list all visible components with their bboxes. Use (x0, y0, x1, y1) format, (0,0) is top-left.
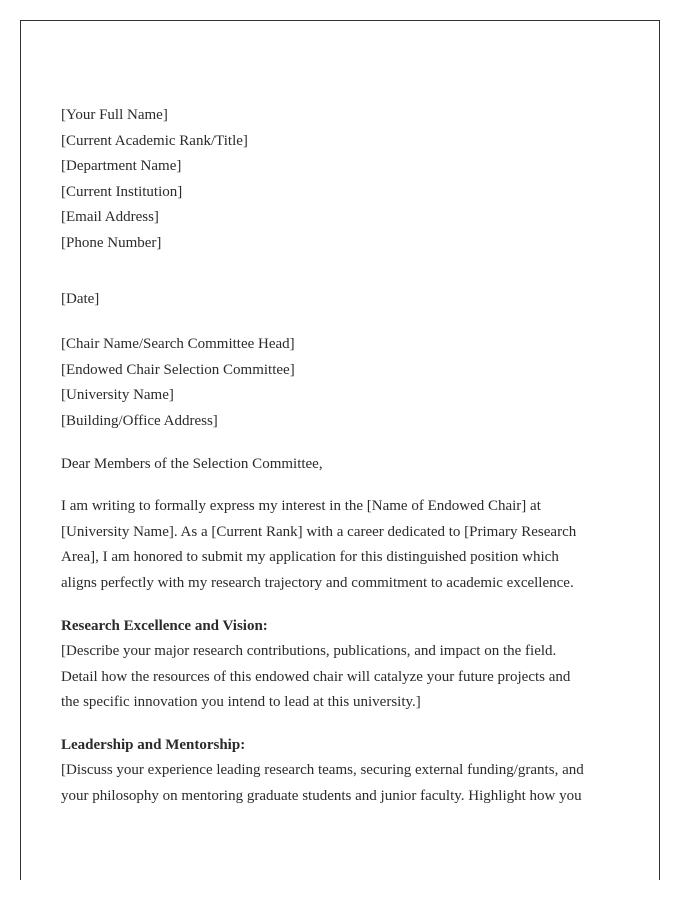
leadership-title: Leadership and Mentorship: (61, 736, 246, 753)
research-line: [Describe your major research contributions, publications, and impact on the field. (61, 643, 557, 660)
recipient-committee: [Endowed Chair Selection Committee] (61, 361, 295, 378)
research-title: Research Excellence and Vision: (61, 617, 268, 634)
research-line: the specific innovation you intend to lead at this university.] (61, 694, 421, 711)
date-block (61, 287, 627, 313)
salutation-text: Dear Members of the Selection Committee, (61, 455, 323, 472)
intro-line: [University Name]. As a [Current Rank] with a career dedicated to [Primary Research (61, 523, 577, 540)
recipient-block (61, 332, 627, 434)
leadership-line: [Discuss your experience leading research teams, securing external funding/grants, and (61, 762, 584, 779)
intro-paragraph (61, 494, 627, 596)
sender-department: [Department Name] (61, 158, 182, 175)
sender-institution: [Current Institution] (61, 183, 183, 200)
letter-date: [Date] (61, 290, 100, 307)
research-section (61, 614, 627, 716)
intro-line: I am writing to formally express my interest in the [Name of Endowed Chair] at (61, 498, 541, 515)
leadership-section (61, 733, 627, 810)
intro-line: aligns perfectly with my research trajectory and commitment to academic excellence. (61, 574, 574, 591)
letter-page (20, 20, 660, 880)
recipient-university: [University Name] (61, 387, 174, 404)
salutation (61, 452, 627, 478)
research-line: Detail how the resources of this endowed chair will catalyze your future projects and (61, 668, 571, 685)
sender-block (61, 103, 627, 257)
intro-line: Area], I am honored to submit my application for this distinguished position which (61, 549, 559, 566)
leadership-line: your philosophy on mentoring graduate students and junior faculty. Highlight how you (61, 788, 582, 805)
sender-email: [Email Address] (61, 209, 159, 226)
recipient-name: [Chair Name/Search Committee Head] (61, 336, 295, 353)
letter-content (61, 103, 627, 827)
recipient-address: [Building/Office Address] (61, 412, 218, 429)
sender-phone: [Phone Number] (61, 234, 162, 251)
sender-rank: [Current Academic Rank/Title] (61, 132, 248, 149)
sender-name: [Your Full Name] (61, 107, 168, 123)
